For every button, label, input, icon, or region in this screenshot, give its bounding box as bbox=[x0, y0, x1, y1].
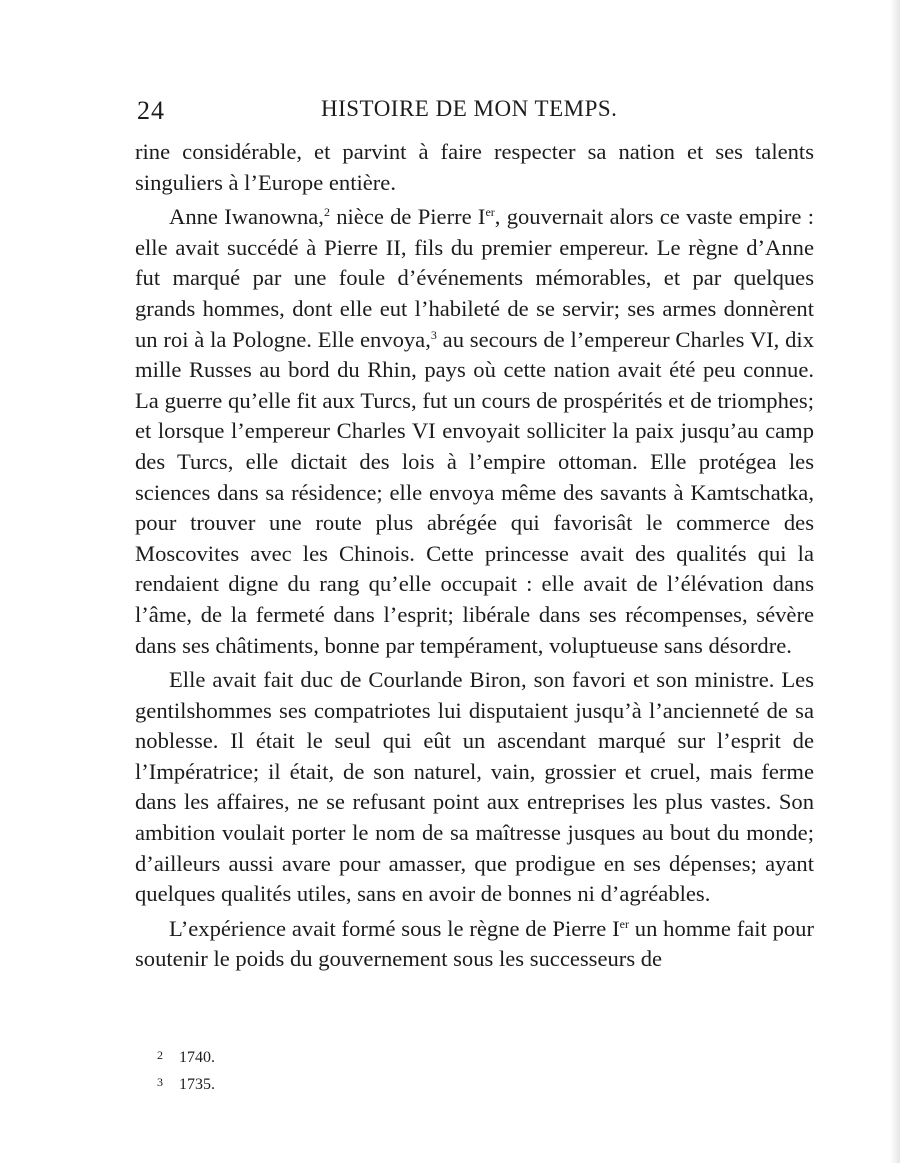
body-text bbox=[135, 137, 814, 979]
paragraph-2-text-c: , gouvernait alors ce vaste empire : elle avait succédé à Pierre II, fils du premier empereur. Le règne d’Anne fut marqué par une foule d’événements mémorables, et par quelques grands hommes, dont elle eut l’habileté de se servir; ses armes donnèrent un roi à la Pologne. Elle envoya, bbox=[135, 204, 814, 352]
footnote-3 bbox=[157, 1070, 215, 1097]
footnote-text: 1740. bbox=[179, 1049, 215, 1066]
page-number: 24 bbox=[137, 96, 165, 125]
footnote-ref-2: 2 bbox=[323, 205, 330, 220]
footnote-mark: 2 bbox=[157, 1048, 163, 1062]
paragraph-4-text-b: un homme fait pour soutenir le poids du gouvernement sous les successeurs de bbox=[135, 915, 814, 972]
paragraph-4-text-a: L’expérience avait formé sous le règne de Pierre I bbox=[169, 915, 620, 941]
footnote-ref-3: 3 bbox=[430, 327, 437, 342]
ordinal-superscript: er bbox=[619, 916, 629, 931]
footnote-2 bbox=[157, 1043, 215, 1070]
paragraph-2-text-a: Anne Iwanowna, bbox=[169, 204, 324, 230]
footnotes bbox=[157, 1043, 215, 1097]
paragraph-2-text-b: nièce de Pierre I bbox=[329, 204, 486, 230]
paragraph-3: Elle avait fait duc de Courlande Biron, son favori et son ministre. Les gentilshommes ses compatriotes lui disputaient jusqu’à l’ancienneté de sa noblesse. Il était le seul qui eût un ascendant marqué sur l’esprit de l’Impératrice; il était, de son naturel, vain, grossier et cruel, mais ferme dans les affaires, ne se refusant point aux entreprises les plus vastes. Son ambition voulait porter le nom de sa maîtresse jusques au bout du monde; d’ailleurs aussi avare pour amasser, que prodigue en ses dépenses; ayant quelques qualités utiles, sans en avoir de bonnes ni d’agréables. bbox=[135, 667, 814, 907]
running-title: HISTOIRE DE MON TEMPS. bbox=[321, 96, 618, 121]
page-edge-shadow bbox=[890, 0, 900, 1163]
ordinal-superscript: er bbox=[485, 205, 495, 220]
paragraph-4 bbox=[135, 914, 814, 975]
page-header bbox=[137, 96, 813, 136]
paragraph-2-text-d: au secours de l’empereur Charles VI, dix mille Russes au bord du Rhin, pays où cette nation avait été peu connue. La guerre qu’elle fit aux Turcs, fut un cours de prospérités et de triomphes; et lorsque l’empereur Charles VI envoyait solliciter la paix jusqu’au camp des Turcs, elle dictait des lois à l’empire ottoman. Elle protégea les sciences dans sa résidence; elle envoya même des savants à Kamtschatka, pour trouver une route plus abrégée qui favorisât le commerce des Moscovites avec les Chinois. Cette princesse avait des qualités qui la rendaient digne du rang qu’elle occupait : elle avait de l’élévation dans l’âme, de la fermeté dans l’esprit; libérale dans ses récompenses, sévère dans ses châtiments, bonne par tempérament, voluptueuse sans désordre. bbox=[135, 326, 814, 658]
footnote-mark: 3 bbox=[157, 1075, 163, 1089]
paragraph-2 bbox=[135, 202, 814, 661]
paragraph-1: rine considérable, et parvint à faire respecter sa nation et ses talents singuliers à l’Europe entière. bbox=[135, 139, 814, 195]
footnote-text: 1735. bbox=[179, 1076, 215, 1093]
